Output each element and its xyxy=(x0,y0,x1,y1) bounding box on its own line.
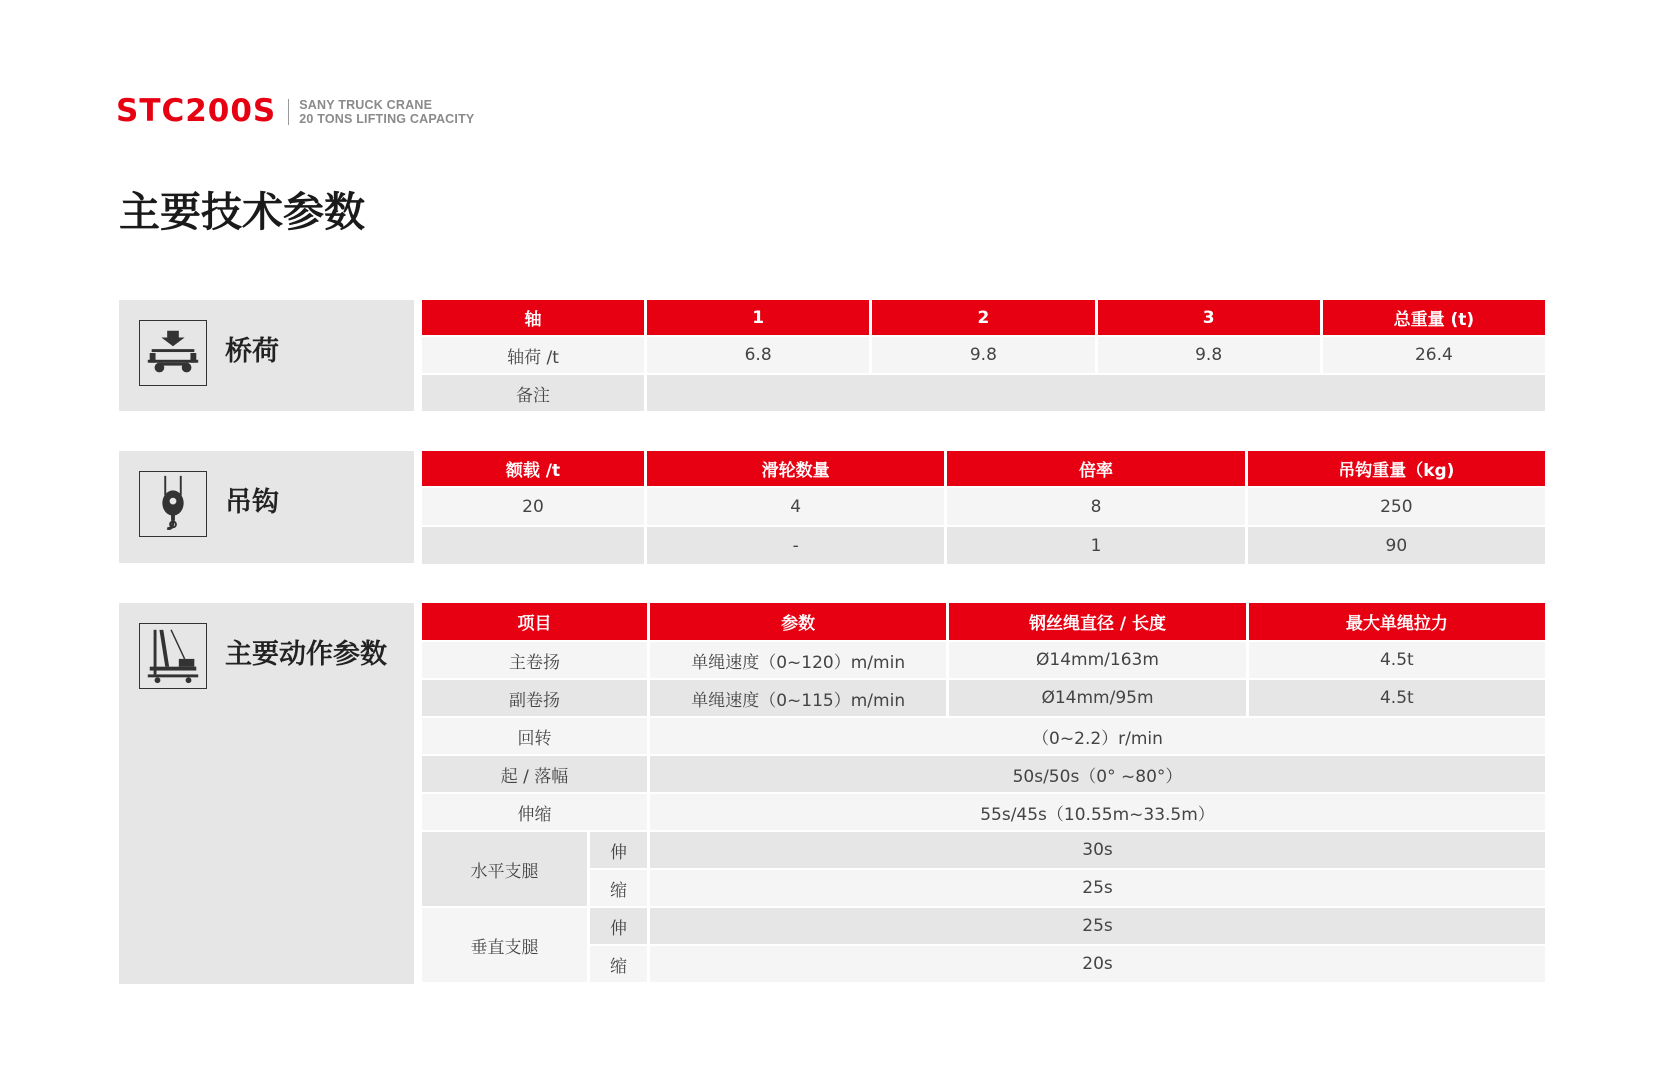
sub-label: 缩 xyxy=(590,946,647,982)
row-label: 副卷扬 xyxy=(422,680,647,716)
table-cell: 20s xyxy=(650,946,1545,982)
header-cell: 2 xyxy=(872,300,1094,335)
table-cell: 25s xyxy=(650,870,1545,906)
header-cell: 1 xyxy=(647,300,869,335)
sub-label: 缩 xyxy=(590,870,647,906)
section-hook xyxy=(119,451,1545,563)
note-cell xyxy=(647,375,1545,411)
table-cell: - xyxy=(647,527,944,564)
table-cell: 4 xyxy=(647,488,944,525)
header-cell: 轴 xyxy=(422,300,644,335)
table-cell: 50s/50s（0° ~80°） xyxy=(650,756,1545,792)
header-cell: 参数 xyxy=(650,603,946,640)
header-cell: 倍率 xyxy=(947,451,1244,486)
table-row xyxy=(422,375,1545,411)
table-cell: 30s xyxy=(650,832,1545,868)
table-header-row xyxy=(422,603,1545,640)
table-cell: 1 xyxy=(947,527,1244,564)
brand-model: STC200S xyxy=(116,93,277,129)
table-cell: 9.8 xyxy=(872,337,1094,373)
section-label xyxy=(119,300,414,411)
table-row xyxy=(422,337,1545,373)
hook-table xyxy=(422,451,1545,564)
row-label: 主卷扬 xyxy=(422,642,647,678)
table-cell: 25s xyxy=(650,908,1545,944)
section-motion xyxy=(119,603,1545,984)
sub-label: 伸 xyxy=(590,832,647,868)
section-name: 主要动作参数 xyxy=(225,639,387,670)
table-row xyxy=(422,488,1545,525)
row-label: 回转 xyxy=(422,718,647,754)
brand-line-1: SANY TRUCK CRANE xyxy=(299,97,433,112)
row-label: 伸缩 xyxy=(422,794,647,830)
hook-block-icon xyxy=(139,471,207,537)
table-row xyxy=(422,718,1545,754)
table-cell: 20 xyxy=(422,488,644,525)
table-row xyxy=(422,908,1545,944)
table-cell: 90 xyxy=(1248,527,1545,564)
header-cell: 3 xyxy=(1098,300,1320,335)
table-row xyxy=(422,794,1545,830)
row-label: 轴荷 /t xyxy=(422,337,644,373)
table-cell: Ø14mm/95m xyxy=(949,680,1245,716)
section-name: 吊钩 xyxy=(225,487,279,518)
table-cell: 26.4 xyxy=(1323,337,1545,373)
brand-divider xyxy=(288,99,289,125)
motion-table xyxy=(422,603,1545,982)
row-label: 垂直支腿 xyxy=(422,908,587,982)
section-label xyxy=(119,603,414,984)
section-label xyxy=(119,451,414,563)
header-cell: 项目 xyxy=(422,603,647,640)
table-cell: Ø14mm/163m xyxy=(949,642,1245,678)
page-title: 主要技术参数 xyxy=(119,188,365,236)
header-cell: 最大单绳拉力 xyxy=(1249,603,1545,640)
section-name: 桥荷 xyxy=(225,336,279,367)
table-header-row xyxy=(422,451,1545,486)
header-cell: 钢丝绳直径 / 长度 xyxy=(949,603,1245,640)
table-row xyxy=(422,870,1545,906)
table-cell: 4.5t xyxy=(1249,680,1545,716)
table-header-row xyxy=(422,300,1545,335)
sub-label: 伸 xyxy=(590,908,647,944)
table-cell xyxy=(422,527,644,564)
table-row xyxy=(422,756,1545,792)
header-cell: 总重量 (t) xyxy=(1323,300,1545,335)
table-cell: 250 xyxy=(1248,488,1545,525)
brand-header xyxy=(116,93,475,129)
brand-subtitle xyxy=(299,98,474,126)
table-cell: 9.8 xyxy=(1098,337,1320,373)
header-cell: 额载 /t xyxy=(422,451,644,486)
section-axle-load xyxy=(119,300,1545,411)
table-row xyxy=(422,527,1545,564)
axle-load-table xyxy=(422,300,1545,411)
header-cell: 吊钩重量（kg) xyxy=(1248,451,1545,486)
table-row xyxy=(422,642,1545,678)
brand-line-2: 20 TONS LIFTING CAPACITY xyxy=(299,111,475,126)
table-cell: （0~2.2）r/min xyxy=(650,718,1545,754)
table-cell: 55s/45s（10.55m~33.5m） xyxy=(650,794,1545,830)
row-label: 水平支腿 xyxy=(422,832,587,906)
table-row xyxy=(422,946,1545,982)
table-cell: 4.5t xyxy=(1249,642,1545,678)
table-cell: 单绳速度（0~120）m/min xyxy=(650,642,946,678)
header-cell: 滑轮数量 xyxy=(647,451,944,486)
axle-load-icon xyxy=(139,320,207,386)
table-row xyxy=(422,680,1545,716)
row-label: 起 / 落幅 xyxy=(422,756,647,792)
table-cell: 单绳速度（0~115）m/min xyxy=(650,680,946,716)
crane-boom-icon xyxy=(139,623,207,689)
table-row xyxy=(422,832,1545,868)
table-cell: 6.8 xyxy=(647,337,869,373)
row-label: 备注 xyxy=(422,375,644,411)
table-cell: 8 xyxy=(947,488,1244,525)
